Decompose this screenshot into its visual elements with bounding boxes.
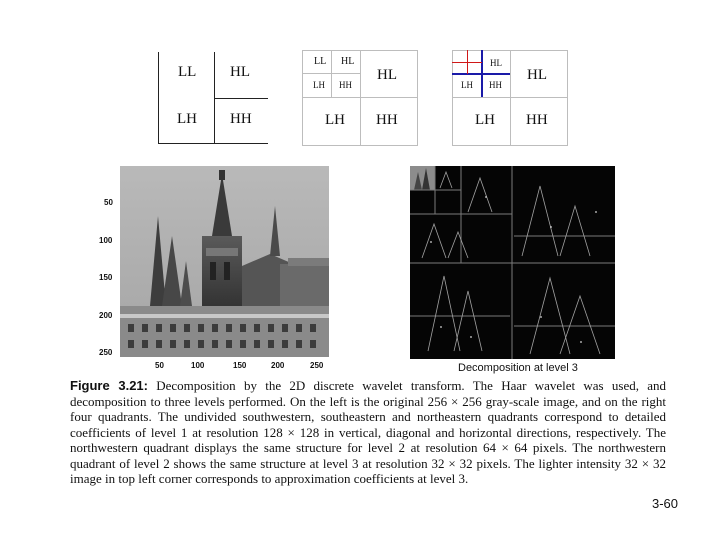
- divider-line: [302, 73, 360, 74]
- hh-small-label: HH: [489, 80, 502, 90]
- level2-horizontal-line: [452, 73, 510, 75]
- divider-line: [214, 98, 268, 99]
- x-tick-label: 100: [191, 361, 205, 370]
- y-tick-label: 100: [99, 236, 113, 245]
- hl-small-label: HL: [341, 56, 355, 67]
- lh-label: LH: [475, 112, 495, 128]
- level3-horizontal-line: [452, 62, 482, 63]
- x-tick-label: 250: [310, 361, 324, 370]
- hl-label: HL: [377, 67, 397, 83]
- figure-label: Figure 3.21:: [70, 378, 148, 393]
- decomposition-label: Decomposition at level 3: [458, 362, 578, 374]
- divider-line: [158, 52, 159, 144]
- y-tick-label: 250: [99, 348, 113, 357]
- hh-label: HH: [526, 112, 548, 128]
- x-tick-label: 150: [233, 361, 247, 370]
- lh-label: LH: [177, 111, 197, 127]
- divider-line: [158, 143, 268, 144]
- divider-line: [302, 97, 418, 98]
- hh-label: HH: [230, 111, 252, 127]
- lh-small-label: LH: [313, 80, 325, 90]
- y-tick-label: 200: [99, 311, 113, 320]
- hl-label: HL: [527, 67, 547, 83]
- page-number: 3-60: [651, 496, 678, 511]
- x-tick-label: 50: [155, 361, 164, 370]
- wavelet-coefficients: [410, 166, 615, 359]
- hl-small-label: HL: [490, 58, 502, 68]
- x-tick-label: 200: [271, 361, 285, 370]
- hl-label: HL: [230, 64, 250, 80]
- y-tick-label: 50: [104, 198, 113, 207]
- lh-label: LH: [325, 112, 345, 128]
- divider-line: [452, 97, 568, 98]
- ll-label: LL: [178, 64, 197, 80]
- y-tick-label: 150: [99, 273, 113, 282]
- ll-label: LL: [314, 56, 327, 67]
- divider-line: [360, 50, 361, 146]
- divider-line: [510, 50, 511, 146]
- figure-caption: [70, 378, 666, 487]
- hh-small-label: HH: [339, 80, 352, 90]
- lh-small-label: LH: [461, 80, 473, 90]
- hh-label: HH: [376, 112, 398, 128]
- caption-text: Decomposition by the 2D discrete wavelet transform. The Haar wavelet was used, and decomposition to three levels performed. On the left is the original 256 × 256 gray-scale image, and on the right four quadrants. The undivided southwestern, southeastern and northeastern quadrants correspond to detailed coefficients of level 1 at resolution 128 × 128 in vertical, diagonal and horizontal directions, respectively. The northwestern quadrant displays the same structure for level 2 at resolution 64 × 64 pixels. The northwestern quadrant of level 2 shows the same structure at level 3 at resolution 32 × 32 pixels. The lighter intensity 32 × 32 image in top left corner corresponds to approximation coefficients at level 3.: [70, 378, 666, 486]
- cathedral-photo: [120, 166, 329, 357]
